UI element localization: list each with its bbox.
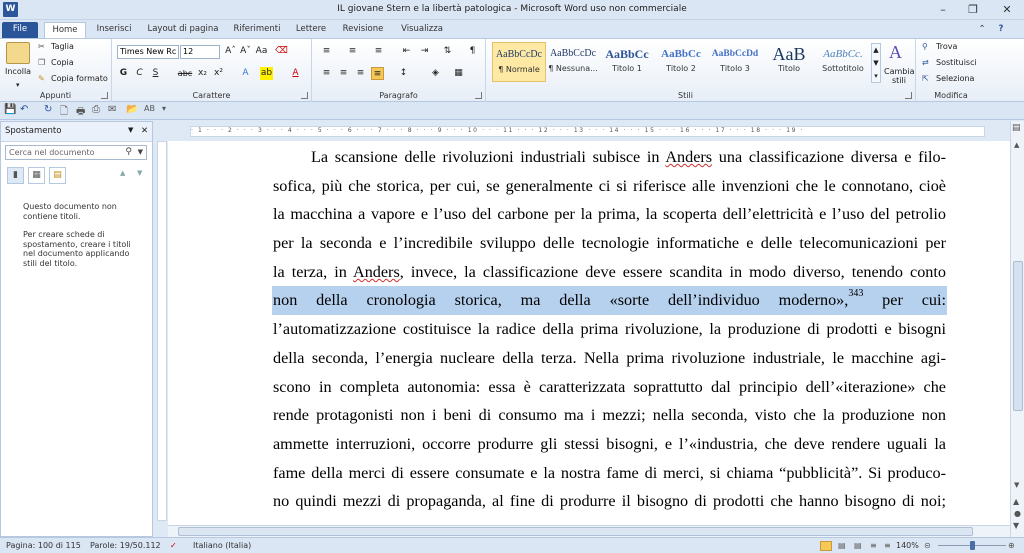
shrink-font-icon[interactable]: Aˇ xyxy=(240,46,251,56)
navigation-header xyxy=(1,122,152,142)
font-group-label: Carattere xyxy=(192,91,231,100)
justify-icon[interactable]: ≡ xyxy=(371,67,384,80)
zoom-out-icon[interactable]: ⊝ xyxy=(924,541,931,550)
styles-group xyxy=(486,39,916,102)
close-pane-icon[interactable]: ✕ xyxy=(141,126,149,136)
shading-icon[interactable]: ◈ xyxy=(432,68,439,78)
ruler-toggle-icon[interactable]: ▤ xyxy=(1012,123,1021,133)
doc-line-11: ammette interruzioni, occorre produrre gli stessi bisogni, e l’«industria, che deve rendere uguali la xyxy=(273,434,946,453)
doc-line-5 xyxy=(273,258,946,287)
font-color-icon[interactable]: A xyxy=(292,68,299,78)
numbering-icon[interactable]: ≡ xyxy=(348,46,357,56)
doc-line-5-text-a: la terza, in xyxy=(273,262,353,281)
print-layout-view-icon[interactable] xyxy=(820,541,832,551)
superscript-button[interactable]: x² xyxy=(214,68,223,78)
style-normal-label: ¶ Normale xyxy=(498,65,540,74)
paste-dropdown-icon[interactable]: ▾ xyxy=(16,81,20,89)
outline-view-icon[interactable]: ≡ xyxy=(870,541,877,550)
font-launcher-icon[interactable] xyxy=(301,92,308,99)
doc-line-6-tail: per cui: xyxy=(863,291,946,310)
draft-view-icon[interactable]: ≡ xyxy=(884,541,891,550)
clipboard-launcher-icon[interactable] xyxy=(101,92,108,99)
scissors-icon: ✂ xyxy=(38,42,45,51)
paste-icon[interactable] xyxy=(6,42,30,64)
footnote-reference[interactable]: 343 xyxy=(848,288,864,300)
search-placeholder: Cerca nel documento xyxy=(9,148,95,157)
zoom-in-icon[interactable]: ⊕ xyxy=(1008,541,1015,550)
styles-scroll-icon[interactable]: ▲ ▼ ▾ xyxy=(871,43,881,83)
find-button[interactable]: Trova xyxy=(936,42,958,51)
decrease-indent-icon[interactable]: ⇤ xyxy=(402,46,411,56)
paragraph-group-label: Paragrafo xyxy=(379,91,418,100)
word-app-icon[interactable]: W xyxy=(3,2,18,17)
borders-icon[interactable]: ▦ xyxy=(454,68,463,78)
align-center-icon[interactable]: ≡ xyxy=(339,68,348,78)
navigation-view-tabs xyxy=(7,167,147,185)
search-icon[interactable]: ⚲ xyxy=(125,147,132,157)
style-no-spacing[interactable] xyxy=(546,42,600,82)
previous-page-icon[interactable]: ▲ xyxy=(1013,497,1020,506)
navigation-title: Spostamento xyxy=(5,126,62,136)
document-body[interactable] xyxy=(273,143,946,516)
doc-line-2: sofica, più che storica, per cui, se generalmente ci si riferisce alle invenzioni che le connotano, cioè xyxy=(273,176,946,195)
select-icon: ⇱ xyxy=(922,74,929,83)
tab-review[interactable]: Revisione xyxy=(342,24,384,34)
doc-line-12: fame della merci di essere consumate e la nostra fame di merci, si chiama “pubblicità”. Si produco- xyxy=(273,463,946,482)
style-no-spacing-label: ¶ Nessuna... xyxy=(548,64,598,73)
change-styles-button[interactable]: Cambia stili xyxy=(884,67,915,85)
title-bar xyxy=(0,0,1024,20)
email-icon[interactable]: ✉ xyxy=(108,104,117,115)
tab-mailings[interactable]: Lettere xyxy=(295,24,327,34)
style-heading-3[interactable] xyxy=(708,42,762,82)
navigation-pane xyxy=(0,121,153,537)
customize-qat-icon[interactable]: ▾ xyxy=(162,104,167,113)
font-size-box[interactable]: 12 xyxy=(180,45,220,59)
ribbon-minimize-icon[interactable]: ⌃ xyxy=(978,24,986,34)
doc-line-8: della seconda, l’energia nucleare della terza. Nella prima rivoluzione industriale, le macchine agi- xyxy=(273,348,946,367)
cut-button[interactable]: Taglia xyxy=(51,42,74,51)
tab-view[interactable]: Visualizza xyxy=(401,24,443,34)
style-heading-1-preview: AaBbCc xyxy=(605,47,649,61)
zoom-slider-thumb[interactable] xyxy=(970,541,975,550)
browse-object-icon[interactable]: ● xyxy=(1014,509,1021,518)
doc-line-6-text: non della cronologia storica, ma della «sorte dell’individuo moderno», xyxy=(273,291,849,310)
increase-indent-icon[interactable]: ⇥ xyxy=(420,46,429,56)
clear-formatting-icon[interactable]: ⌫ xyxy=(275,46,288,56)
show-formatting-icon[interactable]: ¶ xyxy=(469,46,476,56)
style-heading-3-label: Titolo 3 xyxy=(720,64,750,73)
paragraph-launcher-icon[interactable] xyxy=(475,92,482,99)
style-title[interactable] xyxy=(762,42,816,82)
results-view-tab[interactable]: ▤ xyxy=(49,167,66,184)
ribbon-tabs xyxy=(0,20,1024,38)
select-button[interactable]: Seleziona xyxy=(936,74,975,83)
proofing-icon[interactable]: ✓ xyxy=(170,541,177,550)
search-dropdown-icon[interactable]: ▼ xyxy=(137,148,143,156)
tab-insert[interactable]: Inserisci xyxy=(96,24,132,34)
vertical-scrollbar[interactable] xyxy=(1010,121,1024,537)
style-title-preview: AaB xyxy=(772,44,806,64)
doc-line-10: rende protagonisti non i beni di consumo ma i mezzi; nella seconda, visto che la produzione non xyxy=(273,406,946,425)
style-subtitle-preview: AaBbCc. xyxy=(823,48,863,60)
styles-launcher-icon[interactable] xyxy=(905,92,912,99)
scroll-down-icon[interactable]: ▼ xyxy=(1014,481,1020,489)
word-count[interactable]: Parole: 19/50.112 xyxy=(90,541,161,550)
save-icon[interactable]: 💾 xyxy=(4,104,17,115)
close-button[interactable]: ✕ xyxy=(1002,3,1012,16)
replace-icon: ⇄ xyxy=(922,58,929,67)
zoom-level[interactable]: 140% xyxy=(896,541,919,550)
paragraph-group xyxy=(312,39,486,102)
editing-group-label: Modifica xyxy=(934,91,968,100)
underline-button[interactable]: S xyxy=(152,68,159,78)
editing-group xyxy=(916,39,986,102)
headings-view-tab[interactable]: ▮ xyxy=(7,167,24,184)
open-icon[interactable]: 📂 xyxy=(126,104,139,115)
language-status[interactable]: Italiano (Italia) xyxy=(193,541,252,550)
find-icon: ⚲ xyxy=(922,42,928,51)
style-heading-3-preview: AaBbCcDd xyxy=(711,49,759,59)
search-document-input[interactable] xyxy=(5,145,147,160)
headings-help-message: Per creare schede di spostamento, creare i titoli nel documento applicando stili del titolo. xyxy=(23,230,131,268)
tab-page-layout[interactable]: Layout di pagina xyxy=(147,24,219,34)
multilevel-list-icon[interactable]: ≡ xyxy=(374,46,383,56)
full-screen-view-icon[interactable]: ▤ xyxy=(838,541,846,550)
align-left-icon[interactable]: ≡ xyxy=(322,68,331,78)
vertical-ruler-scale xyxy=(157,141,167,521)
pane-options-icon[interactable]: ▼ xyxy=(128,126,134,134)
document-area xyxy=(168,141,1010,525)
style-heading-2-label: Titolo 2 xyxy=(666,64,696,73)
style-normal-preview: AaBbCcDc xyxy=(495,49,543,60)
quick-print-icon[interactable]: ⎙ xyxy=(92,104,100,115)
doc-line-13: no quindi mezzi di propaganda, al fine di produrre il bisogno di prodotti che hanno bisogno di noi; xyxy=(273,492,946,511)
line-spacing-icon[interactable]: ↕ xyxy=(399,68,408,78)
status-bar xyxy=(0,537,1024,553)
italic-button[interactable]: C xyxy=(136,68,143,78)
horizontal-ruler[interactable] xyxy=(168,121,1010,141)
format-painter-button[interactable]: Copia formato xyxy=(51,74,108,83)
document-page[interactable] xyxy=(168,141,1010,525)
text-effects-icon[interactable]: A xyxy=(242,68,249,78)
vertical-scroll-thumb[interactable] xyxy=(1013,261,1023,411)
doc-line-1-text-a: La scansione delle rivoluzioni industriali subisce in xyxy=(311,148,666,166)
change-styles-icon[interactable]: A xyxy=(889,42,902,62)
highlight-color-icon[interactable]: ab xyxy=(260,68,273,78)
subscript-button[interactable]: x₂ xyxy=(198,68,207,78)
change-case-icon[interactable]: Aa xyxy=(255,46,268,56)
style-heading-1[interactable] xyxy=(600,42,654,82)
font-group xyxy=(112,39,312,102)
tab-home[interactable]: Home xyxy=(44,22,86,38)
vertical-ruler xyxy=(156,121,168,537)
horizontal-ruler-scale: · 1 · · · 2 · · · 3 · · · 4 · · · 5 · · · 6 · · · 7 · · · 8 · · · 9 · · · 10 · · · 11 · · · 12 · · · 13 · · · 14 · · · 15 · · · 16 · · · 17 · · · 18 · · · 19 · xyxy=(190,126,985,137)
pages-view-tab[interactable]: ▦ xyxy=(28,167,45,184)
bullets-icon[interactable]: ≡ xyxy=(322,46,331,56)
bold-button[interactable]: G xyxy=(119,68,128,78)
copy-icon: ❐ xyxy=(38,58,46,67)
style-heading-2[interactable] xyxy=(654,42,708,82)
next-page-icon[interactable]: ▼ xyxy=(1013,521,1020,530)
tab-references[interactable]: Riferimenti xyxy=(233,24,281,34)
spelling-icon[interactable]: AB xyxy=(144,104,155,113)
style-heading-2-preview: AaBbCc xyxy=(661,48,701,60)
quick-access-toolbar xyxy=(0,102,1024,120)
redo-icon[interactable]: ↻ xyxy=(44,104,53,115)
spellcheck-word-2[interactable]: Anders xyxy=(353,262,400,281)
tab-file[interactable]: File xyxy=(2,22,38,38)
horizontal-scrollbar[interactable] xyxy=(168,525,1010,537)
ribbon xyxy=(0,38,1024,102)
strikethrough-button[interactable]: abc xyxy=(177,69,193,78)
doc-line-7: l’automatizzazione costituisce la radice della prima rivoluzione, la produzione di prodotti e bisogni xyxy=(273,320,946,339)
next-result-icon[interactable]: ▼ xyxy=(137,169,143,177)
styles-group-label: Stili xyxy=(678,91,693,100)
help-icon[interactable]: ? xyxy=(998,24,1004,34)
grow-font-icon[interactable]: Aˆ xyxy=(225,46,236,56)
minimize-button[interactable]: – xyxy=(940,3,946,16)
align-right-icon[interactable]: ≡ xyxy=(356,68,365,78)
style-subtitle-label: Sottotitolo xyxy=(822,64,864,73)
style-no-spacing-preview: AaBbCcDc xyxy=(549,48,597,59)
window-title: IL giovane Stern e la libertà patologica - Microsoft Word uso non commerciale xyxy=(337,4,687,14)
paste-button[interactable]: Incolla xyxy=(5,67,32,76)
spellcheck-word-1[interactable]: Anders xyxy=(665,148,713,166)
sort-icon[interactable]: ⇅ xyxy=(443,46,452,56)
undo-icon[interactable]: ↶ xyxy=(20,104,29,115)
doc-line-3: la macchina a vapore e l’uso del carbone per la prima, la scoperta dell’elettricità e l’uso del petrolio xyxy=(273,205,946,224)
print-preview-icon[interactable]: 🖶 xyxy=(76,106,86,117)
doc-line-1-text-b: una classificazione diversa e filo- xyxy=(712,148,946,166)
doc-line-6-selected[interactable] xyxy=(272,286,947,315)
maximize-button[interactable]: ❐ xyxy=(968,3,978,16)
page-counter[interactable]: Pagina: 100 di 115 xyxy=(6,541,81,550)
clipboard-group xyxy=(0,39,112,102)
style-heading-1-label: Titolo 1 xyxy=(612,64,642,73)
new-document-icon[interactable]: 🗋 xyxy=(60,106,69,117)
style-normal[interactable] xyxy=(492,42,546,82)
font-name-box[interactable]: Times New Rc xyxy=(117,45,179,59)
style-subtitle[interactable] xyxy=(816,42,870,82)
previous-result-icon[interactable]: ▲ xyxy=(120,169,126,177)
replace-button[interactable]: Sostituisci xyxy=(936,58,977,67)
scroll-up-icon[interactable]: ▲ xyxy=(1014,141,1020,149)
style-title-label: Titolo xyxy=(777,64,800,73)
no-headings-message: Questo documento non contiene titoli. xyxy=(23,202,117,221)
copy-button[interactable]: Copia xyxy=(51,58,74,67)
format-painter-icon: ✎ xyxy=(38,74,45,83)
web-layout-view-icon[interactable]: ▤ xyxy=(854,541,862,550)
clipboard-group-label: Appunti xyxy=(39,91,72,100)
doc-line-5-text-b: , invece, la classificazione deve essere scandita in modo diverso, tenendo conto xyxy=(399,262,946,281)
horizontal-scroll-thumb[interactable] xyxy=(178,527,973,536)
doc-line-4: per la seconda e l’incredibile sviluppo delle tecnologie informatiche e delle telecomunicazioni per xyxy=(273,234,946,253)
doc-line-9: scono in completa autonomia: essa è caratterizzata soprattutto dal principio dell’«iterazione» che xyxy=(273,377,946,396)
doc-line-1 xyxy=(273,143,946,172)
